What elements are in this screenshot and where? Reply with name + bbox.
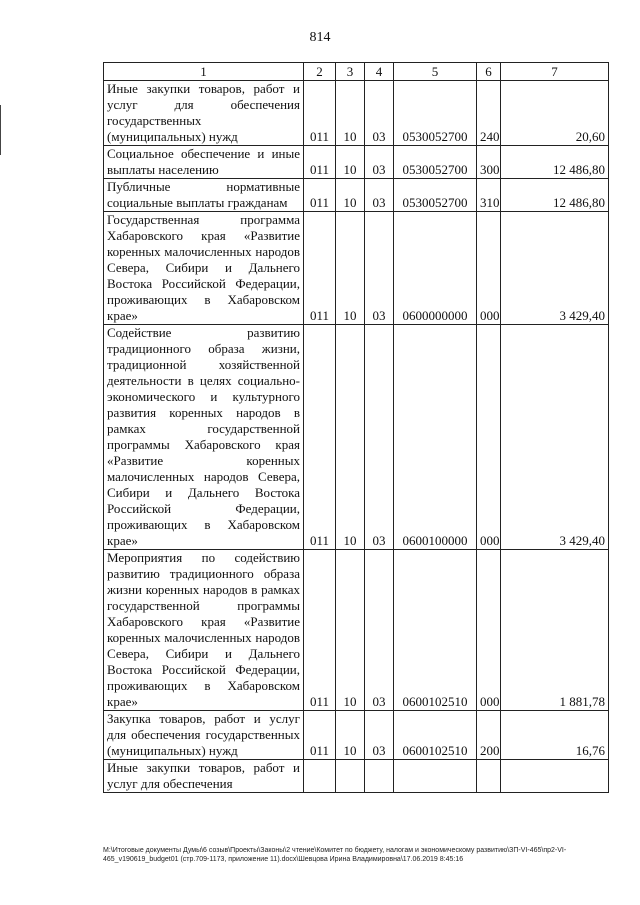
table-row <box>104 325 609 550</box>
row-amount: 3 429,40 <box>501 212 609 325</box>
row-name: Государственная программа Хабаровского края «Развитие коренных малочисленных народов Севера, Сибири и Дальнего Востока Российской Федерации, проживающих в Хабаровском крае» <box>104 212 304 325</box>
row-target-article: 0530052700 <box>394 179 477 212</box>
row-amount: 16,76 <box>501 711 609 760</box>
row-section: 10 <box>336 81 365 146</box>
row-target-article: 0530052700 <box>394 81 477 146</box>
row-subsection: 03 <box>365 146 394 179</box>
row-target-article <box>394 760 477 793</box>
row-ministry-code: 011 <box>304 146 336 179</box>
table-row <box>104 81 609 146</box>
row-name: Социальное обеспечение и иные выплаты населению <box>104 146 304 179</box>
row-amount <box>501 760 609 793</box>
row-expense-type: 240 <box>477 81 501 146</box>
row-subsection <box>365 760 394 793</box>
row-ministry-code: 011 <box>304 81 336 146</box>
row-subsection: 03 <box>365 550 394 711</box>
margin-line <box>0 105 1 155</box>
row-subsection: 03 <box>365 179 394 212</box>
page-number: 814 <box>309 30 331 45</box>
row-subsection: 03 <box>365 212 394 325</box>
row-section: 10 <box>336 146 365 179</box>
row-expense-type: 310 <box>477 179 501 212</box>
row-target-article: 0600102510 <box>394 711 477 760</box>
row-expense-type: 000 <box>477 325 501 550</box>
row-expense-type: 000 <box>477 212 501 325</box>
row-ministry-code: 011 <box>304 325 336 550</box>
row-expense-type: 000 <box>477 550 501 711</box>
row-ministry-code: 011 <box>304 550 336 711</box>
row-expense-type <box>477 760 501 793</box>
table-row <box>104 711 609 760</box>
row-target-article: 0600000000 <box>394 212 477 325</box>
row-section: 10 <box>336 325 365 550</box>
row-amount: 20,60 <box>501 81 609 146</box>
row-section: 10 <box>336 179 365 212</box>
row-expense-type: 200 <box>477 711 501 760</box>
row-subsection: 03 <box>365 711 394 760</box>
row-ministry-code: 011 <box>304 212 336 325</box>
row-ministry-code: 011 <box>304 179 336 212</box>
row-name: Публичные нормативные социальные выплаты гражданам <box>104 179 304 212</box>
header-col-3: 3 <box>336 63 365 81</box>
row-ministry-code: 011 <box>304 711 336 760</box>
table-row <box>104 550 609 711</box>
row-expense-type: 300 <box>477 146 501 179</box>
row-section <box>336 760 365 793</box>
row-section: 10 <box>336 711 365 760</box>
row-ministry-code <box>304 760 336 793</box>
row-target-article: 0530052700 <box>394 146 477 179</box>
row-amount: 12 486,80 <box>501 179 609 212</box>
row-subsection: 03 <box>365 325 394 550</box>
row-name: Мероприятия по содействию развитию традиционного образа жизни коренных народов в рамках государственной программы Хабаровского края «Развитие коренных малочисленных народов Севера, Сибири и Дальнего Востока Российской Федерации, проживающих в Хабаровском крае» <box>104 550 304 711</box>
row-amount: 3 429,40 <box>501 325 609 550</box>
table-row <box>104 212 609 325</box>
budget-table <box>103 62 609 793</box>
row-name: Иные закупки товаров, работ и услуг для обеспечения <box>104 760 304 793</box>
row-section: 10 <box>336 550 365 711</box>
row-section: 10 <box>336 212 365 325</box>
row-name: Иные закупки товаров, работ и услуг для обеспечения государственных (муниципальных) нужд <box>104 81 304 146</box>
row-amount: 1 881,78 <box>501 550 609 711</box>
row-name: Закупка товаров, работ и услуг для обеспечения государственных (муниципальных) нужд <box>104 711 304 760</box>
row-subsection: 03 <box>365 81 394 146</box>
table-row <box>104 760 609 793</box>
header-col-6: 6 <box>477 63 501 81</box>
table-row <box>104 146 609 179</box>
header-col-7: 7 <box>501 63 609 81</box>
header-col-4: 4 <box>365 63 394 81</box>
header-row <box>104 63 609 81</box>
row-amount: 12 486,80 <box>501 146 609 179</box>
header-col-2: 2 <box>304 63 336 81</box>
row-target-article: 0600100000 <box>394 325 477 550</box>
row-name: Содействие развитию традиционного образа жизни, традиционной хозяйственной деятельности в целях социально-экономического и культурного развития коренных народов в рамках государственной программы Хабаровского края «Развитие коренных малочисленных народов Севера, Сибири и Дальнего Востока Российской Федерации, проживающих в Хабаровском крае» <box>104 325 304 550</box>
table-row <box>104 179 609 212</box>
file-path-footer: M:\Итоговые документы Думы\6 созыв\Проекты\Законы\2 чтение\Комитет по бюджету, налогам и экономическому развитию\ЗП-VI-465\пр2-VI-465_v190619_budget01 (стр.709-1173, приложение 11).docx\Шевцова Ирина Владимировна\17.06.2019 8:45:16 <box>103 847 567 863</box>
header-col-1: 1 <box>104 63 304 81</box>
row-target-article: 0600102510 <box>394 550 477 711</box>
header-col-5: 5 <box>394 63 477 81</box>
